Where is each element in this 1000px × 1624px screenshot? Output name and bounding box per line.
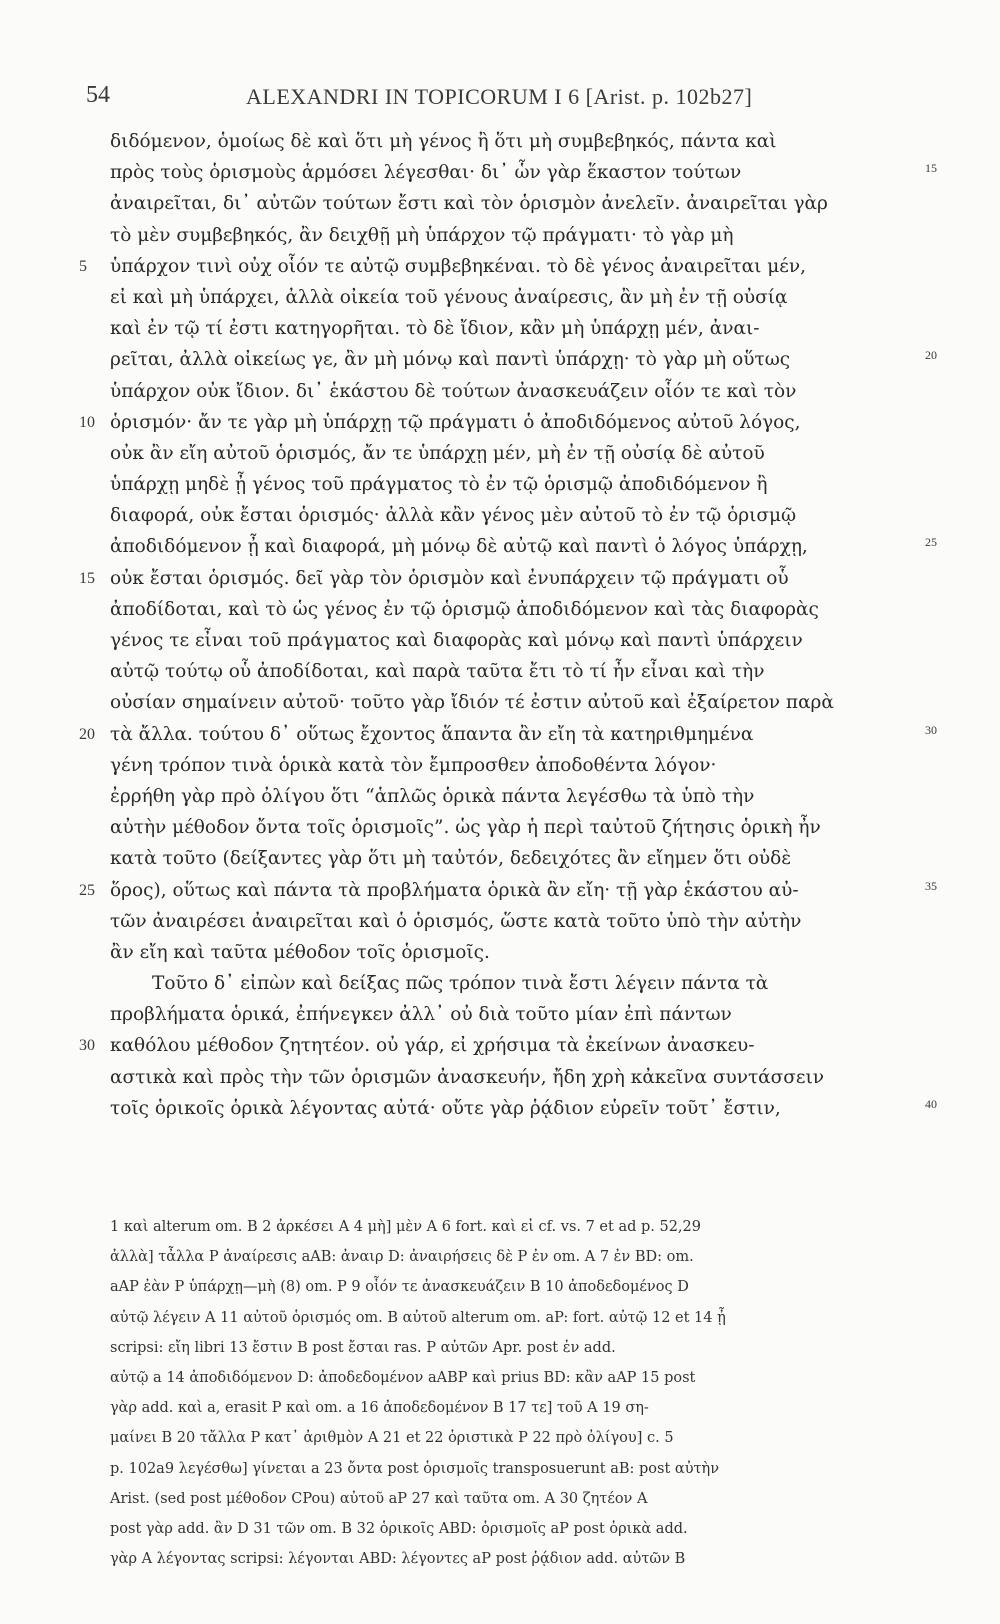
line-text: ἐρρήθη γὰρ πρὸ ὀλίγου ὅτι “ἁπλῶς ὁρικὰ πάντα λεγέσθω τὰ ὑπὸ τὴν xyxy=(110,785,755,807)
text-line xyxy=(110,376,910,407)
text-line xyxy=(110,188,910,219)
text-line xyxy=(110,937,910,968)
text-line xyxy=(110,656,910,687)
running-title: ALEXANDRI IN TOPICORUM I 6 [Arist. p. 102b27] xyxy=(246,84,753,109)
text-line xyxy=(110,126,910,157)
text-line xyxy=(110,469,910,500)
apparatus-line: 1 καὶ alterum om. B 2 ἀρκέσει A 4 μὴ] μὲν A 6 fort. καὶ εἰ cf. vs. 7 et ad p. 52,29 xyxy=(110,1219,701,1235)
bekker-line-number: 25 xyxy=(925,535,937,550)
line-text: ὁρισμόν· ἄν τε γὰρ μὴ ὑπάρχῃ τῷ πράγματι ὁ ἀποδιδόμενος αὐτοῦ λόγος, xyxy=(110,411,801,433)
apparatus-line: ἀλλὰ] τἆλλα P ἀναίρεσις aAB: ἀναιρ D: ἀναιρήσεις δὲ P ἐν om. A 7 ἐν BD: om. xyxy=(110,1249,694,1266)
line-number: 15 xyxy=(79,569,95,587)
line-text: οὐσίαν σημαίνειν αὐτοῦ· τοῦτο γὰρ ἴδιόν τέ ἐστιν αὐτοῦ καὶ ἐξαίρετον παρὰ xyxy=(110,692,834,714)
line-text: ἀποδιδόμενον ᾖ καὶ διαφορά, μὴ μόνῳ δὲ αὐτῷ καὶ παντὶ ὁ λόγος ὑπάρχῃ, xyxy=(110,536,808,558)
text-line xyxy=(79,407,910,438)
line-text: καὶ ἐν τῷ τί ἐστι κατηγορῆται. τὸ δὲ ἴδιον, κἂν μὴ ὑπάρχῃ μέν, ἀναι- xyxy=(110,318,760,340)
line-text: εἰ καὶ μὴ ὑπάρχει, ἀλλὰ οἰκεία τοῦ γένους ἀναίρεσις, ἂν μὴ ἐν τῇ οὐσίᾳ xyxy=(110,286,788,308)
bekker-line-number: 35 xyxy=(925,878,937,893)
text-line xyxy=(110,750,910,781)
text-line xyxy=(110,313,910,344)
page-header xyxy=(86,82,956,112)
bekker-line-number: 15 xyxy=(925,161,937,176)
line-text: ρεῖται, ἀλλὰ οἰκείως γε, ἂν μὴ μόνῳ καὶ παντὶ ὑπάρχῃ· τὸ γὰρ μὴ οὕτως xyxy=(110,349,791,371)
bekker-line-number: 30 xyxy=(925,722,937,737)
text-line xyxy=(110,1062,910,1093)
apparatus-line: post γὰρ add. ἂν D 31 τῶν om. B 32 ὁρικοῖς ABD: ὁρισμοῖς aP post ὁρικὰ add. xyxy=(110,1520,688,1537)
text-line xyxy=(110,438,910,469)
line-text: αὐτὴν μέθοδον ὄντα τοῖς ὁρισμοῖς”. ὡς γὰρ ἡ περὶ ταὐτοῦ ζήτησις ὁρικὴ ἦν xyxy=(110,817,821,839)
bekker-line-number: 20 xyxy=(925,348,937,363)
text-line xyxy=(110,344,937,375)
line-number: 5 xyxy=(79,257,87,275)
text-line xyxy=(79,251,910,282)
apparatus-line: γὰρ A λέγοντας scripsi: λέγονται ABD: λέγοντες aP post ῥᾴδιον add. αὐτῶν B xyxy=(110,1551,686,1568)
line-text: Τοῦτο δ᾽ εἰπὼν καὶ δείξας πῶς τρόπον τινὰ ἔστι λέγειν πάντα τὰ xyxy=(152,973,769,995)
text-line xyxy=(110,531,937,562)
apparatus-line: γὰρ add. καὶ a, erasit P καὶ om. a 16 ἀποδεδομένον B 17 τε] τοῦ A 19 ση- xyxy=(110,1400,649,1417)
line-text: γένος τε εἶναι τοῦ πράγματος καὶ διαφορὰς καὶ μόνῳ καὶ παντὶ ὑπάρχειν xyxy=(110,630,803,651)
line-text: ὑπάρχον τινὶ οὐχ οἷόν τε αὐτῷ συμβεβηκέναι. τὸ δὲ γένος ἀναιρεῖται μέν, xyxy=(110,255,807,277)
line-text: οὐκ ἔσται ὁρισμός. δεῖ γὰρ τὸν ὁρισμὸν καὶ ἐνυπάρχειν τῷ πράγματι οὗ xyxy=(110,567,789,589)
text-line xyxy=(110,282,910,313)
text-line xyxy=(110,999,910,1030)
apparatus-line: αὐτῷ λέγειν A 11 αὐτοῦ ὁρισμός om. B αὐτοῦ alterum om. aP: fort. αὐτῷ 12 et 14 ᾖ xyxy=(110,1309,726,1326)
line-number: 10 xyxy=(79,413,95,431)
text-line xyxy=(110,843,910,874)
line-text: τοῖς ὁρικοῖς ὁρικὰ λέγοντας αὐτά· οὔτε γὰρ ῥᾴδιον εὑρεῖν τοῦτ᾽ ἔστιν, xyxy=(110,1097,781,1119)
line-text: γένη τρόπον τινὰ ὁρικὰ κατὰ τὸν ἔμπροσθεν ἀποδοθέντα λόγον· xyxy=(110,754,717,776)
main-text xyxy=(79,126,937,1124)
text-line xyxy=(79,875,937,906)
text-line xyxy=(110,812,910,843)
line-text: ὅρος), οὕτως καὶ πάντα τὰ προβλήματα ὁρικὰ ἂν εἴη· τῇ γὰρ ἑκάστου αὐ- xyxy=(110,879,799,901)
page-number: 54 xyxy=(86,82,110,108)
apparatus-line: μαίνει B 20 τἄλλα P κατ᾽ ἀριθμὸν A 21 et 22 ὁριστικὰ P 22 πρὸ ὀλίγου] c. 5 xyxy=(110,1430,674,1447)
line-text: διδόμενον, ὁμοίως δὲ καὶ ὅτι μὴ γένος ἢ ὅτι μὴ συμβεβηκός, πάντα καὶ xyxy=(110,131,777,152)
line-text: καθόλου μέθοδον ζητητέον. οὐ γάρ, εἰ χρήσιμα τὰ ἐκείνων ἀνασκευ- xyxy=(110,1035,755,1057)
apparatus-line: aAP ἐὰν P ὑπάρχῃ—μὴ (8) om. P 9 οἷόν τε ἀνασκευάζειν B 10 ἀποδεδομένος D xyxy=(110,1279,689,1296)
line-text: κατὰ τοῦτο (δείξαντες γὰρ ὅτι μὴ ταὐτόν, δεδειχότες ἂν εἴημεν ὅτι οὐδὲ xyxy=(110,848,792,870)
line-text: προβλήματα ὁρικά, ἐπήνεγκεν ἀλλ᾽ οὐ διὰ τοῦτο μίαν ἐπὶ πάντων xyxy=(110,1004,732,1026)
text-line xyxy=(110,500,910,531)
line-number: 30 xyxy=(79,1037,95,1055)
line-text: τῶν ἀναιρέσει ἀναιρεῖται καὶ ὁ ὁρισμός, ὥστε κατὰ τοῦτο ὑπὸ τὴν αὐτὴν xyxy=(110,910,802,932)
apparatus-line: αὐτῷ a 14 ἀποδιδόμενον D: ἀποδεδομένον aABP καὶ prius BD: κἂν aAP 15 post xyxy=(110,1369,696,1386)
line-text: αστικὰ καὶ πρὸς τὴν τῶν ὁρισμῶν ἀνασκευήν, ἤδη χρὴ κἀκεῖνα συντάσσειν xyxy=(110,1066,825,1088)
line-text: τὰ ἄλλα. τούτου δ᾽ οὕτως ἔχοντος ἅπαντα ἂν εἴη τὰ κατηριθμημένα xyxy=(110,723,754,745)
text-line xyxy=(110,687,910,718)
text-line xyxy=(79,1030,910,1061)
line-text: ἀναιρεῖται, δι᾽ αὐτῶν τούτων ἔστι καὶ τὸν ὁρισμὸν ἀνελεῖν. ἀναιρεῖται γὰρ xyxy=(110,193,828,215)
text-line xyxy=(110,625,910,656)
line-text: ὑπάρχῃ μηδὲ ᾖ γένος τοῦ πράγματος τὸ ἐν τῷ ὁρισμῷ ἀποδιδόμενον ἢ xyxy=(110,474,768,496)
text-line xyxy=(79,719,937,750)
text-line xyxy=(110,906,910,937)
line-number: 20 xyxy=(79,725,95,743)
line-text: ὑπάρχον οὐκ ἴδιον. δι᾽ ἑκάστου δὲ τούτων ἀνασκευάζειν οἷόν τε καὶ τὸν xyxy=(110,380,797,402)
line-text: ἀποδίδοται, καὶ τὸ ὡς γένος ἐν τῷ ὁρισμῷ ἀποδιδόμενον καὶ τὰς διαφορὰς xyxy=(110,598,819,620)
critical-apparatus xyxy=(110,1212,920,1574)
apparatus-line: Arist. (sed post μέθοδον CPou) αὐτοῦ aP 27 καὶ ταῦτα om. A 30 ζητέον A xyxy=(110,1490,648,1507)
text-line xyxy=(110,157,937,188)
text-line xyxy=(79,563,910,594)
text-line xyxy=(110,781,910,812)
bekker-line-number: 40 xyxy=(925,1096,937,1111)
line-number: 25 xyxy=(79,881,95,899)
text-line xyxy=(110,968,910,999)
line-text: αὐτῷ τούτῳ οὗ ἀποδίδοται, καὶ παρὰ ταῦτα ἔτι τὸ τί ἦν εἶναι καὶ τὴν xyxy=(110,661,765,683)
line-text: διαφορά, οὐκ ἔσται ὁρισμός· ἀλλὰ κἂν γένος μὲν αὐτοῦ τὸ ἐν τῷ ὁρισμῷ xyxy=(110,505,797,527)
line-text: ἂν εἴη καὶ ταῦτα μέθοδον τοῖς ὁρισμοῖς. xyxy=(110,941,490,963)
apparatus-line: p. 102a9 λεγέσθω] γίνεται a 23 ὄντα post ὁρισμοῖς transposuerunt aB: post αὐτὴν xyxy=(110,1460,720,1477)
line-text: πρὸς τοὺς ὁρισμοὺς ἁρμόσει λέγεσθαι· δι᾽ ὧν γὰρ ἕκαστον τούτων xyxy=(110,162,742,184)
text-line xyxy=(110,220,910,251)
line-text: τὸ μὲν συμβεβηκός, ἂν δειχθῇ μὴ ὑπάρχον τῷ πράγματι· τὸ γὰρ μὴ xyxy=(110,224,734,246)
apparatus-line: scripsi: εἴη libri 13 ἔστιν B post ἔσται ras. P αὐτῶν Apr. post ἐν add. xyxy=(110,1339,616,1356)
text-line xyxy=(110,594,910,625)
line-text: οὐκ ἂν εἴη αὐτοῦ ὁρισμός, ἄν τε ὑπάρχῃ μέν, μὴ ἐν τῇ οὐσίᾳ δὲ αὐτοῦ xyxy=(110,442,765,464)
text-line xyxy=(110,1093,937,1124)
